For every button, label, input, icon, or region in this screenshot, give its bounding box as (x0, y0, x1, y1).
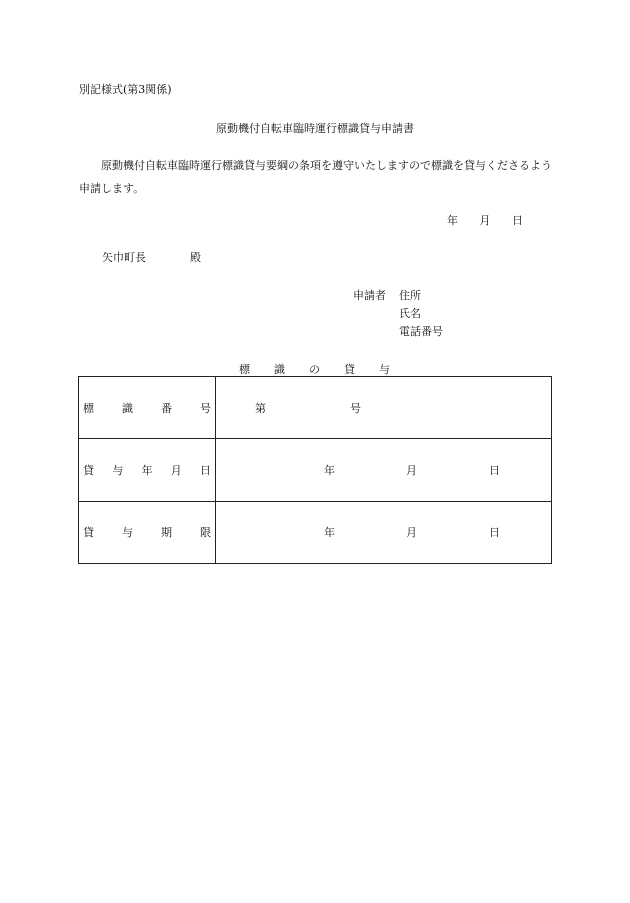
month-label: 月 (479, 214, 491, 227)
table-title-char: 識 (274, 363, 285, 376)
applicant-label: 申請者 (353, 289, 386, 302)
year-label: 年 (324, 526, 335, 540)
page-title: 原動機付自転車臨時運行標識貸与申請書 (216, 122, 414, 135)
table-row (79, 501, 552, 563)
addressee (102, 249, 201, 265)
table-title-char: 標 (239, 363, 250, 376)
table-row (79, 377, 552, 439)
month-label: 月 (406, 526, 417, 540)
table-title (239, 361, 414, 377)
sign-number-field[interactable] (216, 377, 552, 439)
row-label-loan-deadline: 貸 与 期 限 (79, 501, 216, 563)
day-label: 日 (489, 463, 500, 477)
day-label: 日 (512, 214, 523, 227)
day-label: 日 (489, 526, 500, 540)
loan-table (78, 376, 552, 564)
applicant-name-label: 氏名 (399, 307, 421, 320)
loan-deadline-field[interactable] (216, 501, 552, 563)
applicant-address-label: 住所 (399, 289, 421, 302)
year-label: 年 (324, 463, 335, 477)
month-label: 月 (406, 463, 417, 477)
date-line (447, 212, 541, 228)
table-title-char: 貸 (344, 363, 355, 376)
applicant-fields (399, 287, 443, 341)
addressee-honorific: 殿 (190, 251, 201, 264)
row-label-loan-date: 貸 与 年 月 日 (79, 439, 216, 501)
table-title-char: 与 (379, 363, 390, 376)
loan-date-field[interactable] (216, 439, 552, 501)
form-label: 別記様式(第3関係) (79, 83, 172, 96)
table-row (79, 439, 552, 501)
number-prefix: 第 (255, 401, 266, 415)
year-label: 年 (447, 214, 458, 227)
number-suffix: 号 (350, 401, 361, 415)
applicant-phone-label: 電話番号 (399, 325, 443, 338)
table-title-char: の (309, 363, 320, 376)
row-label-sign-number: 標 識 番 号 (79, 377, 216, 439)
application-statement: 原動機付自転車臨時運行標識貸与要綱の条項を遵守いたしますので標識を貸与くださるよう申請します。 (79, 159, 552, 195)
addressee-name: 矢巾町長 (102, 251, 146, 264)
